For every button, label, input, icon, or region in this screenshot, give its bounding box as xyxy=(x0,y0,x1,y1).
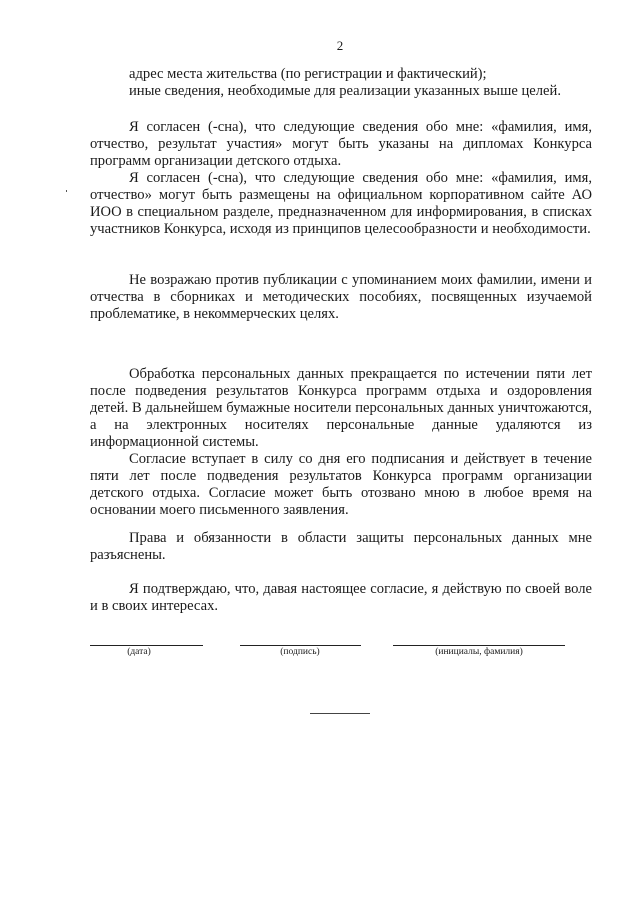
consent-diplomas-paragraph: Я согласен (-сна), что следующие сведения обо мне: «фамилия, имя, отчество, результат участия» могут быть указаны на дипломах Конкурса программ организации детского отдыха. xyxy=(90,119,592,169)
list-item-other-info: иные сведения, необходимые для реализации указанных выше целей. xyxy=(129,83,561,99)
confirmation-section xyxy=(90,581,592,615)
margin-mark xyxy=(66,190,67,192)
signature-label: (подпись) xyxy=(280,647,320,657)
data-list-continuation xyxy=(90,66,592,100)
publication-section xyxy=(90,272,592,323)
consent-website-paragraph: Я согласен (-сна), что следующие сведения обо мне: «фамилия, имя, отчество» могут быть размещены на официальном корпоративном сайте АО ИОО в специальном разделе, предназначенном для информирования, в списках участников Конкурса, исходя из принципов целесообразности и необходимости. xyxy=(90,170,592,237)
end-of-document-rule xyxy=(310,713,370,714)
signature-line xyxy=(240,645,361,646)
list-item-address: адрес места жительства (по регистрации и фактический); xyxy=(129,66,487,82)
publication-paragraph: Не возражаю против публикации с упоминанием моих фамилии, имени и отчества в сборниках и методических пособиях, посвященных изучаемой проблематике, в некоммерческих целях. xyxy=(90,272,592,322)
consent-validity-paragraph: Согласие вступает в силу со дня его подписания и действует в течение пяти лет после подведения результатов Конкурса программ организации детского отдыха. Согласие может быть отозвано мною в любое время на основании моего письменного заявления. xyxy=(90,451,592,518)
date-signature-line xyxy=(90,645,203,646)
name-signature-line xyxy=(393,645,565,646)
date-label: (дата) xyxy=(127,647,151,657)
processing-section xyxy=(90,366,592,519)
processing-termination-paragraph: Обработка персональных данных прекращается по истечении пяти лет после подведения результатов Конкурса программ отдыха и оздоровления детей. В дальнейшем бумажные носители персональных данных уничтожаются, а на электронных носителях персональные данные удаляются из информационной системы. xyxy=(90,366,592,450)
page-number: 2 xyxy=(336,38,344,53)
confirmation-paragraph: Я подтверждаю, что, давая настоящее согласие, я действую по своей воле и в своих интересах. xyxy=(90,581,592,614)
consent-section xyxy=(90,119,592,238)
rights-paragraph: Права и обязанности в области защиты персональных данных мне разъяснены. xyxy=(90,530,592,563)
name-label: (инициалы, фамилия) xyxy=(435,647,523,657)
rights-section xyxy=(90,530,592,564)
